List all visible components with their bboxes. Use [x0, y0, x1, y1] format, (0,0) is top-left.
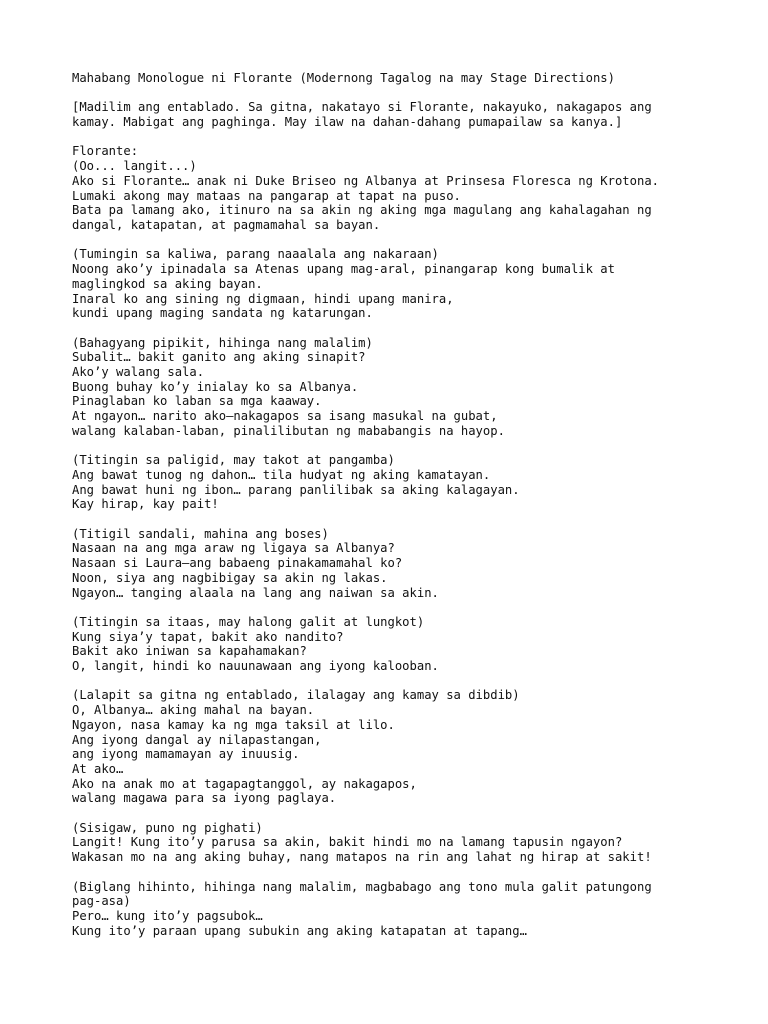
text-line: Ngayon… tanging alaala na lang ang naiwan sa akin. — [72, 585, 439, 600]
text-line: Subalit… bakit ganito ang aking sinapit? — [72, 350, 366, 365]
stanza — [72, 247, 728, 321]
text-line: kamay. Mabigat ang paghinga. May ilaw na dahan-dahang pumapailaw sa kanya.] — [72, 115, 623, 130]
stanza — [72, 821, 728, 865]
text-line: Kung ito’y paraan upang subukin ang aking katapatan at tapang… — [72, 923, 527, 938]
text-line: Nasaan na ang mga araw ng ligaya sa Albanya? — [72, 541, 395, 556]
text-line: Ako’y walang sala. — [72, 365, 205, 379]
stanza — [72, 880, 728, 939]
stanza — [72, 336, 728, 439]
text-line: (Sisigaw, puno ng pighati) — [72, 820, 263, 835]
stanza — [72, 453, 728, 512]
text-line: Kay hirap, kay pait! — [72, 497, 219, 512]
text-line: (Oo... langit...) — [72, 159, 197, 174]
stanza — [72, 100, 728, 129]
text-line: O, Albanya… aking mahal na bayan. — [72, 703, 315, 718]
text-line: Ang iyong dangal ay nilapastangan, — [72, 732, 322, 747]
text-line: Buong buhay ko’y inialay ko sa Albanya. — [72, 379, 359, 394]
text-line: Langit! Kung ito’y parusa sa akin, bakit hindi mo na lamang tapusin ngayon? — [72, 835, 623, 850]
text-line: Bakit ako iniwan sa kapahamakan? — [72, 644, 307, 659]
text-line: Ngayon, nasa kamay ka ng mga taksil at lilo. — [72, 717, 395, 732]
text-line: Ako na anak mo at tagapagtanggol, ay nakagapos, — [72, 776, 417, 791]
text-line: At ako… — [72, 761, 124, 776]
text-line: ang iyong mamamayan ay inuusig. — [72, 747, 300, 762]
text-line: (Titingin sa itaas, may halong galit at lungkot) — [72, 614, 425, 629]
text-line: maglingkod sa aking bayan. — [72, 276, 263, 291]
monologue-body — [72, 100, 728, 938]
text-line: Kung siya’y tapat, bakit ako nandito? — [72, 629, 344, 644]
text-line: (Lalapit sa gitna ng entablado, ilalagay ang kamay sa dibdib) — [72, 688, 520, 703]
text-line: Ang bawat tunog ng dahon… tila hudyat ng aking kamatayan. — [72, 467, 491, 482]
text-line: Ang bawat huni ng ibon… parang panlilibak sa aking kalagayan. — [72, 482, 520, 497]
text-line: Pinaglaban ko laban sa mga kaaway. — [72, 394, 322, 409]
stanza — [72, 615, 728, 674]
stanza — [72, 527, 728, 601]
text-line: (Tumingin sa kaliwa, parang naaalala ang nakaraan) — [72, 247, 439, 262]
text-line: [Madilim ang entablado. Sa gitna, nakatayo si Florante, nakayuko, nakagapos ang — [72, 100, 652, 115]
text-line: (Biglang hihinto, hihinga nang malalim, magbabago ang tono mula galit patungong — [72, 879, 652, 894]
text-line: O, langit, hindi ko nauunawaan ang iyong kalooban. — [72, 659, 439, 674]
stanza — [72, 144, 728, 232]
text-line: Florante: — [72, 144, 139, 159]
text-line: Nasaan si Laura—ang babaeng pinakamamahal ko? — [72, 556, 403, 571]
text-line: At ngayon… narito ako—nakagapos sa isang masukal na gubat, — [72, 409, 498, 424]
text-line: dangal, katapatan, at pagmamahal sa bayan. — [72, 218, 381, 232]
text-line: Noong ako’y ipinadala sa Atenas upang mag-aral, pinangarap kong bumalik at — [72, 262, 615, 277]
text-line: (Titingin sa paligid, may takot at pangamba) — [72, 453, 395, 468]
text-line: Pero… kung ito’y pagsubok… — [72, 908, 263, 923]
text-line: Noon, siya ang nagbibigay sa akin ng lakas. — [72, 570, 388, 585]
text-line: Inaral ko ang sining ng digmaan, hindi upang manira, — [72, 291, 454, 306]
document-title: Mahabang Monologue ni Florante (Modernong Tagalog na may Stage Directions) — [72, 71, 615, 85]
text-line: (Bahagyang pipikit, hihinga nang malalim) — [72, 335, 373, 350]
text-line: walang kalaban-laban, pinalilibutan ng mababangis na hayop. — [72, 423, 505, 438]
text-line: Bata pa lamang ako, itinuro na sa akin ng aking mga magulang ang kahalagahan ng — [72, 203, 652, 218]
text-line: kundi upang maging sandata ng katarungan. — [72, 306, 373, 321]
text-line: pag-asa) — [72, 894, 131, 909]
text-line: Wakasan mo na ang aking buhay, nang matapos na rin ang lahat ng hirap at sakit! — [72, 850, 652, 865]
text-line: (Titigil sandali, mahina ang boses) — [72, 526, 329, 541]
text-line: Lumaki akong may mataas na pangarap at tapat na puso. — [72, 188, 461, 203]
stanza — [72, 688, 728, 806]
text-line: walang magawa para sa iyong paglaya. — [72, 791, 337, 806]
text-line: Ako si Florante… anak ni Duke Briseo ng Albanya at Prinsesa Floresca ng Krotona. — [72, 173, 659, 188]
